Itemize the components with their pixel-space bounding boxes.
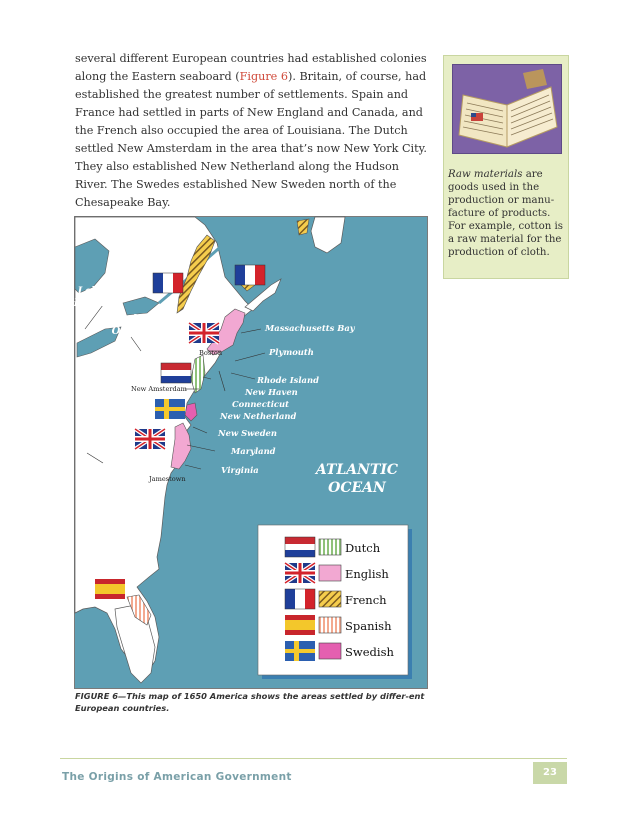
legend-english-label: English [345,567,389,581]
label-boston: Boston [199,349,223,357]
label-atlantic: ATLANTIC [315,462,399,478]
legend-swedish-label: Swedish [345,645,394,659]
legend-swedish-swatch [319,643,341,659]
map-legend [258,525,412,679]
label-lake-huron-1: Lake [77,286,105,297]
body-text-part-1: several different European countries had established colonies along the Eastern seaboard ( [75,52,427,83]
legend-spanish-flag [285,615,315,635]
swedish-flag-map [155,399,185,419]
label-massachusetts-bay: Massachusetts Bay [265,323,355,333]
label-lake-ontario-1: Lake [119,314,147,325]
label-lake-ontario-2: Ontario [111,326,155,337]
label-new-sweden: New Sweden [218,428,277,438]
page-number-badge: 23 [533,762,567,784]
footer-book-title: The Origins of American Government [62,771,292,783]
legend-french-label: French [345,593,387,607]
label-rhode-island: Rhode Island [257,375,319,385]
legend-french-flag [285,589,315,609]
legend-spanish-swatch [319,617,341,633]
legend-dutch-label: Dutch [345,541,381,555]
figure-caption: FIGURE 6—This map of 1650 America shows the areas settled by differ-ent European countries. [75,691,425,713]
label-lake-erie-1: Lake [83,423,111,434]
label-connecticut: Connecticut [232,399,289,409]
sidebar-definition-box [443,55,569,279]
body-text-part-2: ). Britain, of course, had established the greatest number of settlements. Spain and France had settled in parts of New England and Canada, and the French also occupied the area of Louisiana. The Dutch settled New Amsterdam in the area that’s now New York City. They also established New Netherland along the Hudson River. The Swedes established New Sweden north of the Chesapeake Bay. [75,70,427,209]
french-flag-east [235,265,265,285]
legend-dutch-swatch [319,539,341,555]
english-flag-south [135,429,165,449]
label-new-netherland: New Netherland [220,411,297,421]
open-book-photo [452,64,562,154]
label-virginia: Virginia [221,465,259,475]
legend-french-swatch [319,591,341,607]
sidebar-definition-text [448,168,566,259]
label-lake-huron-2: Huron [69,298,105,309]
colonial-map-figure [69,216,428,689]
legend-english-flag [285,563,315,583]
legend-spanish-label: Spanish [345,619,392,633]
label-jamestown: Jamestown [149,475,186,483]
legend-dutch-flag [285,537,315,557]
legend-swedish-flag [285,641,315,661]
body-paragraph [75,50,427,212]
french-flag-west [153,273,183,293]
sidebar-definition: are goods used in the production or manu-facture of products. For example, cotton is a raw material for the production of cloth. [448,169,563,258]
english-flag-north [189,323,219,343]
sidebar-term: Raw materials [448,169,523,180]
label-ocean: OCEAN [328,480,386,496]
label-new-amsterdam: New Amsterdam [131,385,187,393]
figure-reference-link[interactable]: Figure 6 [239,70,288,83]
dutch-flag [161,363,191,383]
label-lake-erie-2: Erie [85,436,109,447]
footer-divider [60,758,567,759]
label-maryland: Maryland [231,446,276,456]
colonial-map [69,217,427,688]
spanish-flag-map [95,579,125,599]
label-new-haven: New Haven [245,387,298,397]
french-territory-north [297,219,309,235]
label-plymouth: Plymouth [269,347,314,357]
legend-english-swatch [319,565,341,581]
